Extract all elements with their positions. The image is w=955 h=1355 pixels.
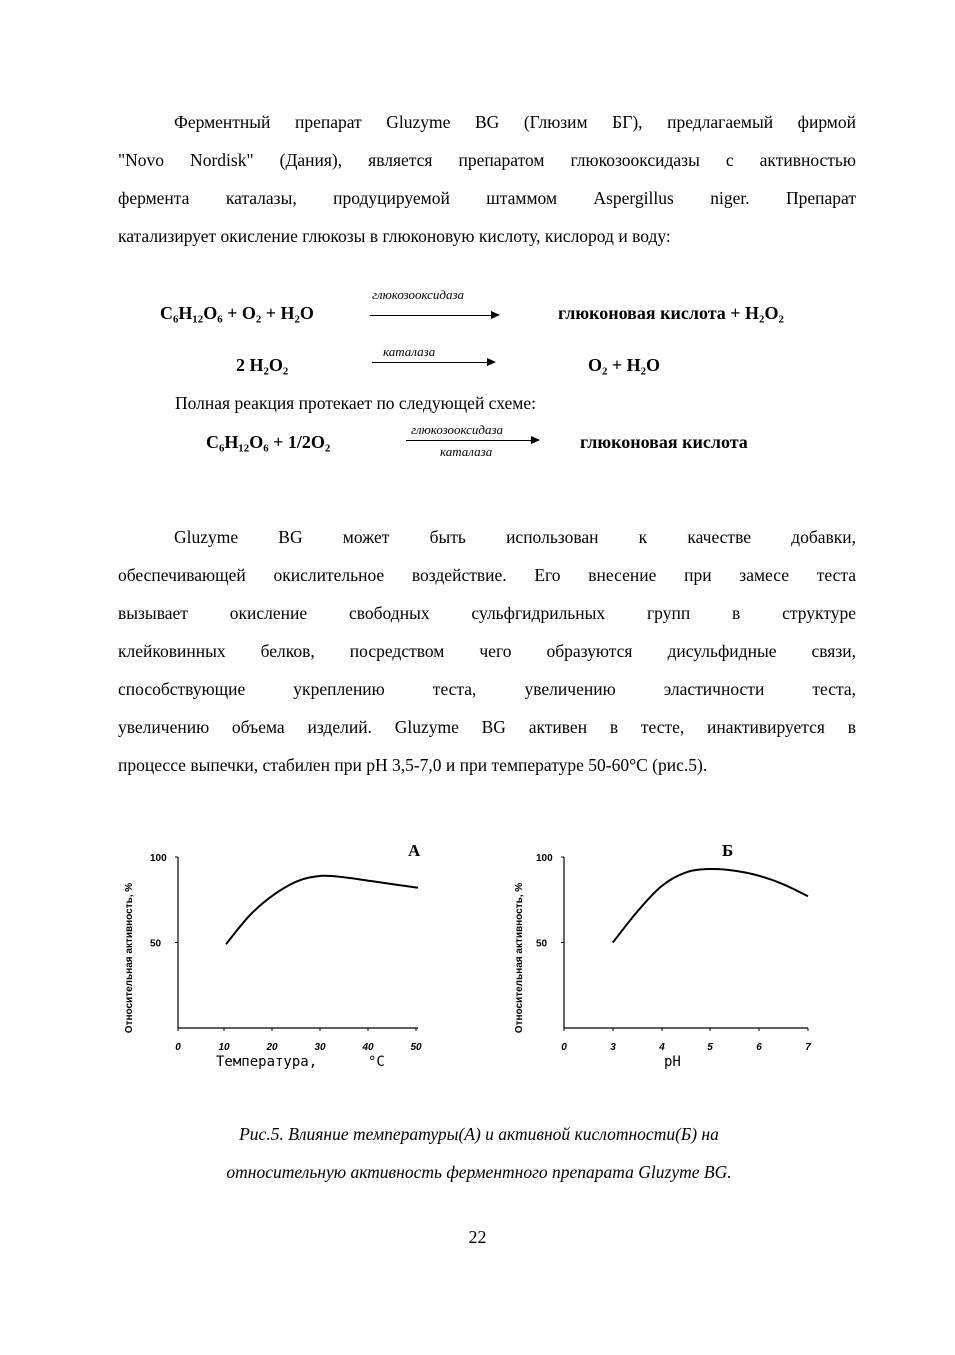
chart-a [110, 830, 440, 1080]
intro-line: катализирует окисление глюкозы в глюконовую кислоту, кислород и воду: [118, 226, 671, 246]
body-line: увеличению объема изделий. Gluzyme BG активен в тесте, инактивируется в [118, 717, 856, 737]
reaction3-catalyst-bottom: каталаза [440, 444, 493, 459]
caption-line: относительную активность ферментного препарата Gluzyme BG. [226, 1162, 732, 1182]
chart-b-ylabel: Относительная активность, % [514, 882, 525, 1034]
reaction2-left: 2 H₂O₂ [236, 355, 289, 375]
caption-line: Рис.5. Влияние температуры(А) и активной кислотности(Б) на [239, 1124, 719, 1144]
chart-a-x-tick-label: 30 [314, 1042, 326, 1053]
reaction1-left: C₆H₁₂O₆ + O₂ + H₂O [160, 303, 314, 323]
chart-a-x-tick-label: 50 [410, 1042, 422, 1053]
scheme-intro: Полная реакция протекает по следующей схеме: [175, 393, 537, 413]
chart-b-panel-label: Б [722, 841, 734, 860]
body-line: процессе выпечки, стабилен при pH 3,5-7,0 и при температуре 50-60°С (рис.5). [118, 755, 708, 775]
chart-b-xlabel: pH [664, 1054, 681, 1070]
reaction2-right: O₂ + H₂O [588, 355, 661, 375]
chart-b-x-tick-label: 4 [659, 1042, 665, 1053]
chart-b-x-tick-label: 6 [756, 1042, 762, 1053]
body-line: обеспечивающей окислительное воздействие. Его внесение при замесе теста [118, 565, 856, 585]
chart-b-x-tick-label: 0 [561, 1042, 567, 1053]
figure-caption [118, 1115, 840, 1191]
chart-a-x-tick-label: 20 [266, 1042, 278, 1053]
reaction3-right: глюконовая кислота [580, 432, 748, 452]
body-line: клейковинных белков, посредством чего образуются дисульфидные связи, [118, 641, 856, 661]
reaction3-left: C₆H₁₂O₆ + 1/2O₂ [206, 432, 331, 452]
intro-paragraph [118, 103, 856, 255]
chart-a-xlabel: Температура, [216, 1054, 318, 1070]
chart-a-ylabel: Относительная активность, % [124, 882, 135, 1034]
intro-line: "Novo Nordisk" (Дания), является препаратом глюкозооксидазы с активностью [118, 150, 856, 170]
body-paragraph [118, 518, 856, 784]
chart-b [500, 830, 830, 1080]
chart-b-y-tick-label: 100 [536, 853, 553, 864]
reaction1-catalyst: глюкозооксидаза [372, 287, 465, 302]
chart-b-series-line [613, 869, 808, 943]
chart-b-y-tick-label: 50 [536, 938, 548, 950]
reaction2-arrow [372, 362, 494, 363]
chart-b-x-tick-label: 3 [610, 1042, 616, 1053]
intro-line: фермента каталазы, продуцируемой штаммом Aspergillus niger. Препарат [118, 188, 856, 208]
reaction2-catalyst: каталаза [383, 344, 436, 359]
chart-a-series-line [226, 876, 418, 945]
body-line: вызывает окисление свободных сульфгидрильных групп в структуре [118, 603, 856, 623]
reaction1-right: глюконовая кислота + H₂O₂ [558, 303, 784, 323]
page-number: 22 [468, 1227, 487, 1247]
intro-line: Ферментный препарат Gluzyme BG (Глюзим БГ), предлагаемый фирмой [174, 112, 856, 132]
chart-a-x-tick-label: 0 [175, 1042, 181, 1053]
chart-a-xunit: °С [368, 1054, 385, 1070]
reaction3-arrow [406, 440, 538, 441]
chart-a-x-tick-label: 40 [362, 1042, 374, 1053]
chart-a-y-tick-label: 50 [150, 938, 162, 950]
chart-a-x-tick-label: 10 [218, 1042, 230, 1053]
reaction3-catalyst-top: глюкозооксидаза [411, 422, 504, 437]
chart-b-x-tick-label: 5 [707, 1042, 713, 1053]
chart-a-panel-label: А [408, 841, 421, 860]
reaction1-arrow [370, 315, 498, 316]
body-line: Gluzyme BG может быть использован к качестве добавки, [174, 527, 856, 547]
chart-b-x-tick-label: 7 [805, 1042, 811, 1053]
body-line: способствующие укреплению теста, увеличению эластичности теста, [118, 679, 856, 699]
chart-a-y-tick-label: 100 [150, 853, 167, 864]
